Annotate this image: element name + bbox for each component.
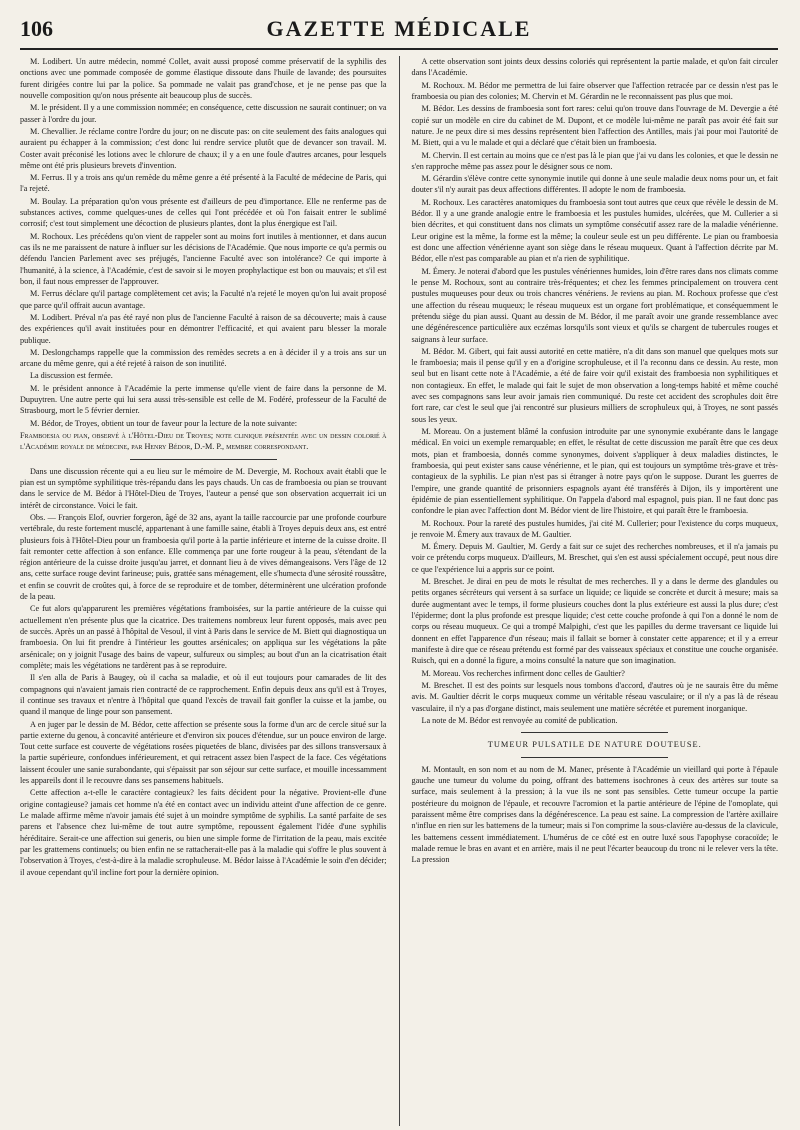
right-paragraphs-2	[412, 764, 779, 866]
paragraph: M. Breschet. Il est des points sur lesquels nous tombons d'accord, d'autres où je ne saurais être du même avis. M. Gaultier décrit le corps muqueux comme un véritable réseau vasculaire; or il n'y a pas là de réseau vasculaire, il n'y a pas d'organe distinct, mais seulement une matière sécrétée et purement inorganique.	[411, 680, 778, 713]
section-title: TUMEUR PULSATILE DE NATURE DOUTEUSE.	[487, 740, 702, 750]
separator	[130, 459, 277, 460]
paragraph: Cette affection a-t-elle le caractère contagieux? les faits décident pour la négative. Provient-elle d'une origine contagieuse? jamais cet homme n'a été en contact avec un individu atteint d'une affection de ce genre. Le malade affirme même n'avoir jamais été sujet à un moindre symptôme de syphilis. La santé parfaite de ses parens et l'absence chez lui-même de tout autre symptôme, repoussent également l'idée d'une syphilis héréditaire. Serait-ce une affection sui generis, ou bien une simple forme de l'irritation de la peau, mais excitée par les grattemens continuels; ou bien enfin ne se rattacherait-elle pas à la maladie qui s'offre le plus souvent à l'observation à Troyes, c'est-à-dire à la maladie scrophuleuse. M. Bédor laisse à l'Académie le soin d'en décider; il avoue cependant qu'il incline fort pour la dernière opinion.	[20, 788, 387, 877]
paragraph: A cette observation sont joints deux dessins coloriés qui représentent la partie malade, et qu'on fait circuler dans l'Académie.	[411, 57, 778, 78]
paragraph: Dans une discussion récente qui a eu lieu sur le mémoire de M. Devergie, M. Rochoux avait établi que le pian est un symptôme syphilitique très-répandu dans les pays chauds. Un cas de framboesia ou pian se trouvant dans le service de M. Bédor à l'Hôtel-Dieu de Troyes, l'auteur a pensé que son observation acquerrait ici un intérêt de circonstance. Voici le fait.	[20, 466, 387, 510]
paragraph: M. Boulay. La préparation qu'on vous présente est d'ailleurs de peu d'importance. Elle ne renferme pas de substances actives, comme quelques-unes de celles qui l'ont précédée et où l'on faisait entrer le sublimé corrosif; c'est tout simplement une décoction de plusieurs plantes, dont la plus énergique est l'ail.	[20, 196, 387, 229]
paragraph: M. Chevallier. Je réclame contre l'ordre du jour; on ne discute pas: on cite seulement des faits analogues qui auraient pu échapper à la commission; c'est donc lui rendre service plutôt que de devancer son travail. M. Coster avait préconisé les lotions avec le chlorure de chaux; il y a en une foule d'autres arcanes, pour lesquels même ont été pris plusieurs brevets d'invention.	[20, 126, 387, 170]
paragraph: M. Rochoux. Les caractères anatomiques du framboesia sont tout autres que ceux que révèle le dessin de M. Bédor. Il y a une grande analogie entre le framboesia et les pustules humides, ulcérées, que M. Cullerier a si bien décrites, et qui constituent dans nos climats un symptôme consécutif assez rare de la maladie vénérienne. Leur origine est la même, la forme est la même; la couleur seule est un peu différente. Le pian ou framboesia est donc une affection vénérienne ayant son siège dans le réseau muqueux. Quant à l'affection décrite par M. Bédor, elle n'est pas comparable au pian et n'a rien de syphilitique.	[411, 197, 778, 264]
column-divider	[399, 56, 400, 1126]
left-column	[20, 56, 387, 1126]
separator	[521, 732, 668, 733]
paragraph: M. Gérardin s'élève contre cette synonymie inutile qui donne à une seule maladie deux noms pour un, et fait douter s'il n'y aurait pas deux affections différentes. Il adopte le nom de framboesia.	[411, 174, 778, 195]
paragraph: M. le président. Il y a une commission nommée; en conséquence, cette discussion ne saurait continuer; on va passer à l'ordre du jour.	[20, 103, 387, 124]
separator	[521, 757, 668, 758]
paragraph: M. Deslongchamps rappelle que la commission des remèdes secrets a en à décider il y a trois ans sur un arcane du même genre, qui a été rejeté à raison de son inutilité.	[20, 347, 387, 369]
paragraph: Ce fut alors qu'apparurent les premières végétations framboisées, sur la partie antérieure de la cuisse qui actuellement n'en présente plus que la cicatrice. Des traitemens nombreux leur furent opposés, mais avec peu de succès. Après un an passé à l'hôpital de Vesoul, il vint à Paris dans le service de M. Biett qui diagnostiqua un framboesia. On lui fit prendre à l'intérieur les gouttes arsénicales; on appliqua sur les végétations la pâte arsénicale; on y joignit l'usage des bains de vapeur, sulfureux ou simples; au bout d'un an la cicatrisation était complète; mais les végétations ne tardèrent pas à se reproduire.	[20, 604, 387, 670]
journal-title: GAZETTE MÉDICALE	[266, 16, 532, 41]
paragraph: M. Émery. Je noterai d'abord que les pustules vénériennes humides, loin d'être rares dans nos climats comme le pense M. Rochoux, sont au contraire très-fréquentes; et chez les femmes principalement on trouvera cent pustules muqueuses pour deux ou trois chancres vénériens. Je reviens au pian. M. Rochoux professe que c'est une affection du réseau muqueux; le réseau muqueux est un organe fort problématique, et conséquemment le prétendu siège du pian aussi. Quant au dessin de M. Bédor, il me paraît avoir une grande ressemblance avec une dégénérescence particulière aux eczémas lorsqu'ils sont vieux et qu'ils se chargent de tubercules rouges et saignans à leur surface.	[411, 266, 778, 344]
paragraph: M. Breschet. Je dirai en peu de mots le résultat de mes recherches. Il y a dans le derme des glandules ou petits organes sécréteurs qui versent à sa surface un liquide; ce liquide se concrète et durcit à mesure; mais sa durée augmentant avec le temps, il forme plusieurs couches dont la plus extérieure est aussi la plus dure; c'est l'épiderme; dont la plus profonde est presque liquide; c'est cette couche profonde à qui l'on a donné le nom de corps ou réseau muqueux. Ce qui a trompé Malpighi, c'est que les papilles du derme traversant ce liquide lui donnent en effet l'apparence d'un réseau; mais il fallait se borner à constater cette apparence; et il y a erreur manifeste à dire que ce réseau prétendu est formé par des vaisseaux spéciaux et constitue une couche organisée. Ruisch, qui en a donné la figure, a moins consulté la nature que son imagination.	[411, 577, 778, 666]
paragraph: M. Lodibert. Un autre médecin, nommé Collet, avait aussi proposé comme préservatif de la syphilis des onctions avec une pommade composée de gomme élastique dissoute dans l'huile de lavande; des poursuites furent dirigées contre lui par la police. Sa pommade ne valait pas grand'chose, et je ne pense pas que la nouvelle composition qu'on nous présente ait beaucoup plus de succès.	[20, 57, 387, 100]
paragraph: M. Bédor. Les dessins de framboesia sont fort rares: celui qu'on trouve dans l'ouvrage de M. Devergie a été copié sur un modèle en cire du cabinet de M. Dupont, et ce modèle lui-même ne paraît pas avoir été fait sur nature. Je ne peux dire si mes dessins représentent bien l'affection des Antilles, mais j'ai pour moi l'autorité de M. Biett, qui a vu le malade et qui a déclaré que c'était bien un framboesia.	[411, 104, 778, 148]
page-header	[20, 12, 778, 50]
paragraph: M. Bédor, de Troyes, obtient un tour de faveur pour la lecture de la note suivante:	[30, 418, 298, 428]
paragraph: La note de M. Bédor est renvoyée au comité de publication.	[421, 715, 618, 725]
paragraph: M. Moreau. Vos recherches infirment donc celles de Gaultier?	[421, 668, 625, 678]
paragraph: M. Rochoux. Les précédens qu'on vient de rappeler sont au moins fort inutiles à mentionner, et dans aucun cas ils ne me paraissent de nature à influer sur les décisions de l'Académie. Que nous importe ce qu'a permis ou défendu l'ancien Parlement avec ses préjugés, l'ancienne Faculté avec son intolérance? Ce qui importe à l'humanité, à la science, à l'Académie, c'est de savoir si le moyen prophylactique est bon ou mauvais; et s'il est bon, il faut nous empresser de l'approuver.	[20, 231, 387, 286]
paragraph: Obs. — François Elof, ouvrier forgeron, âgé de 32 ans, ayant la taille raccourcie par une profonde courbure vertébrale, du reste fortement musclé, appartenant à une famille saine, établi à Troyes depuis deux ans, est entré plusieurs fois à l'Hôtel-Dieu pour un framboesia qu'il porte à la partie inférieure et interne de la cuisse droite. Il fait remonter cette affection à son enfance. Elle commença par une forte rougeur à la peau, s'étendant de la région antérieure de la cuisse droite jusqu'au jarret, et donnant lieu à de vives démangeaisons. Vers l'âge de 12 ans, cette surface rouge devint farineuse; puis, grattée sans ménagement, elle s'humecta d'une sérosité roussâtre, et enfin se couvrit de croûtes qui, à force de se reproduire et de tomber, déterminèrent une ulcération profonde de la peau.	[20, 512, 387, 602]
note-title: Framboesia ou pian, observé à l'Hôtel-Dieu de Troyes; note clinique présentée avec un dessin colorié à l'Académie royale de médecine, par Henry Bédor, D.-M. P., membre correspondant.	[20, 431, 387, 452]
columns	[20, 56, 778, 1126]
paragraph: M. Lodibert. Préval n'a pas été rayé non plus de l'ancienne Faculté à raison de sa découverte; mais à cause des expériences qu'il avait instituées pour en démontrer l'efficacité, et qui avaient paru blesser la morale publique.	[20, 312, 387, 345]
paragraph: M. Rochoux. M. Bédor me permettra de lui faire observer que l'affection retracée par ce dessin n'est pas le framboesia ou pian des colonies; M. Chervin et M. Gérardin ne le reconnaissent pas plus que moi.	[411, 80, 778, 101]
paragraph: M. Bédor. M. Gibert, qui fait aussi autorité en cette matière, n'a dit dans son manuel que quelques mots sur le framboesia; mais il pense qu'il y en a d'origine scrophuleuse, et il l'a reconnu dans ce dessin. Au reste, mon seul but en lisant cette note à l'Académie, a été de faire voir qu'il existait des framboesia non syphilitiques et non contagieux. En effet, le malade qui fait le sujet de mon observation a long-temps habité et même couché avec ses compagnons sans leur avoir jamais rien communiqué. Du reste cet accident des scrophules doit être fort rare, car c'est le seul que j'ai rencontré sur plusieurs milliers de scrophuleux qui, à Troyes, ne sont passés sous les yeux.	[411, 346, 778, 424]
paragraph: M. le président annonce à l'Académie la perte immense qu'elle vient de faire dans la personne de M. Dupuytren. Une autre perte qui lui sera aussi très-sensible est celle de M. Fodéré, professeur de la Faculté de Strasbourg, mort le 5 février dernier.	[20, 383, 387, 416]
paragraph: M. Ferrus déclare qu'il partage complètement cet avis; la Faculté n'a rejeté le moyen qu'on lui avait proposé que parce qu'il offrait aucun avantage.	[20, 289, 387, 310]
right-column	[412, 56, 779, 1126]
paragraph: Il s'en alla de Paris à Baugey, où il cacha sa maladie, et où il eut toujours pour camarades de lit des compagnons qui n'avaient jamais rien contracté de ce rapprochement. Enfin depuis deux ans qu'il est à Troyes, il continue ses travaux et n'entre à l'hôpital que quand l'excès de travail fait gonfler la cuisse et la jambe, ou quand il manque de linge pour son pansement.	[20, 673, 387, 717]
left-paragraphs	[20, 56, 387, 429]
paragraph: M. Moreau. On a justement blâmé la confusion introduite par une synonymie exubérante dans le langage médical. En voici un exemple remarquable; en effet, le résultat de cette discussion me paraît être que ces deux mots, pian et framboesia, donnés comme synonymes, doivent s'appliquer à deux maladies distinctes, le framboesia, qui peut exister sans cause vénérienne, et le pian, qui est toujours un symptôme très-grave et très-contagieux de la syphilis. Le pian n'est pas si étranger à notre pays qu'on le suppose. Durant les guerres de l'empire, une grande quantité de prisonniers espagnols ayant été transférés à Dijon, ils y importèrent une épidémie de pian essentiellement syphilitique. On l'appela d'abord mal espagnol, puis pian. Il ne faut donc pas confondre le pian avec l'affection dont M. Bédor vient de lire l'histoire, et qui paraît être le framboesia.	[411, 427, 778, 516]
page-number: 106	[20, 16, 53, 41]
paragraph: M. Ferrus. Il y a trois ans qu'un remède du même genre a été présenté à la Faculté de médecine de Paris, qui l'a rejeté.	[20, 173, 387, 194]
right-paragraphs	[412, 56, 779, 726]
paragraph: M. Montault, en son nom et au nom de M. Manec, présente à l'Académie un vieillard qui porte à l'épaule gauche une tumeur du volume du poing, offrant des battemens isochrones à ceux des artères sur toute sa surface, mais seulement à la pression; à la vue ils ne sont pas sensibles. Cette tumeur occupe la partie postérieure du moignon de l'épaule, et recouvre l'acromion et la partie antérieure de l'épine de l'omoplate, qui paraissent même être comprises dans la dégénérescence. La peau est saine. La compression de l'artère axillaire n'influe en rien sur les battemens de la tumeur; mais si l'on comprime la sous-clavière au-dessus de la clavicule, les battemens cessent immédiatement. L'humérus de ce côté est en outre luxé sous l'apophyse coracoïde; le malade remue le bras en avant et en arrière, mais il ne peut l'écarter beaucoup du tronc ni le relever vers la tête. La pression	[411, 764, 778, 865]
paragraph: M. Rochoux. Pour la rareté des pustules humides, j'ai cité M. Cullerier; pour l'existence du corps muqueux, je renvoie M. Émery aux travaux de M. Gaultier.	[411, 518, 778, 539]
paragraph: M. Émery. Depuis M. Gaultier, M. Gerdy a fait sur ce sujet des recherches nombreuses, et il n'a jamais pu voir ce prétendu corps muqueux. D'ailleurs, M. Breschet, qui s'en est aussi spécialement occupé, peut nous dire ce que l'expérience lui a appris sur ce point.	[411, 542, 778, 574]
paragraph: M. Chervin. Il est certain au moins que ce n'est pas là le pian que j'ai vu dans les colonies, et que le dessin ne s'en rapproche même pas assez pour le désigner sous ce nom.	[411, 150, 778, 171]
paragraph: La discussion est fermée.	[30, 371, 113, 381]
paragraph: A en juger par le dessin de M. Bédor, cette affection se présente sous la forme d'un arc de cercle situé sur la partie externe du genou, à concavité antérieure et d'environ six pouces d'étendue, sur un pouce environ de large. Tout cette surface est couverte de végétations rosées piquetées de blanc, divisées par des sillons transversaux à la partie supérieure, confondues inférieurement, et qui retracent assez bien l'aspect de la face. Ces végétations laissent écouler une sanie surabondante, qui s'épaissit par son séjour sur cette surface, et mouille incessamment les appareils dont il le recouvre dans ses pansemens habituels.	[20, 719, 387, 786]
left-paragraphs-2	[20, 466, 387, 878]
